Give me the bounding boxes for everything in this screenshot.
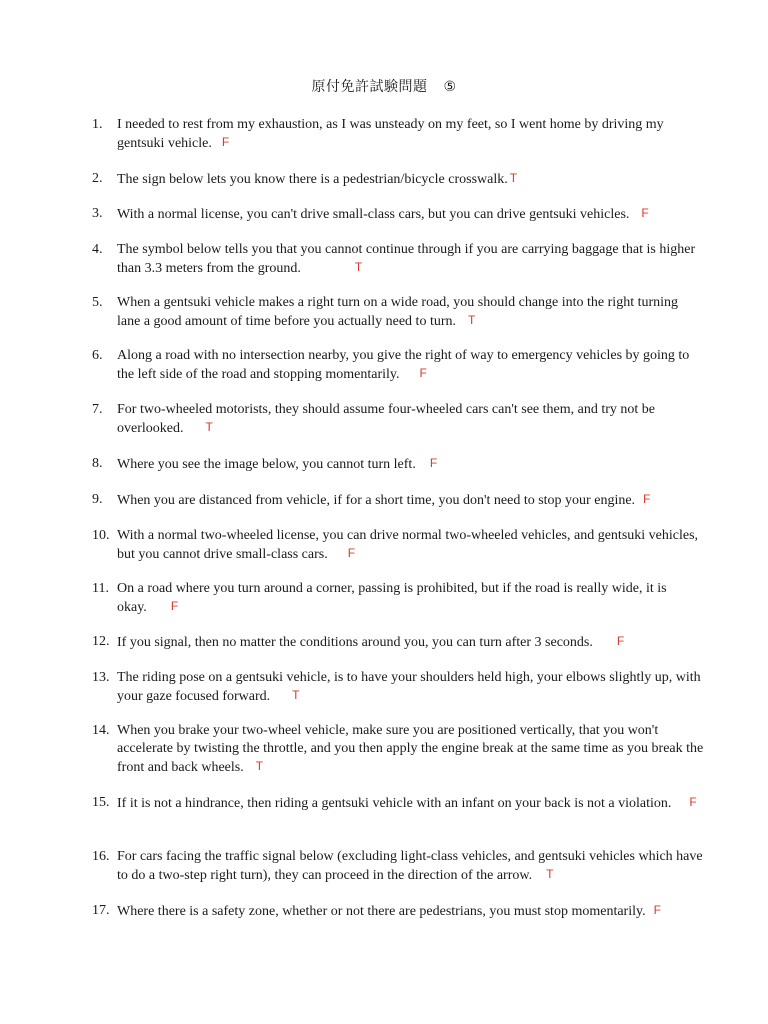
question-item-11 (92, 580, 704, 617)
answer-mark: F (170, 599, 179, 613)
answer-mark: F (221, 135, 230, 149)
question-number: 9. (92, 492, 103, 507)
question-item-15 (92, 794, 704, 813)
question-text: For cars facing the traffic signal below (excluding light-class vehicles, and gentsuki vehicles which have to do a two-step right turn), they can proceed in the direction of the arrow. (117, 849, 703, 883)
question-text: If it is not a hindrance, then riding a gentsuki vehicle with an infant on your back is not a violation. (117, 796, 672, 811)
question-number: 17. (92, 903, 110, 918)
question-item-8 (92, 455, 704, 474)
answer-mark: F (641, 206, 649, 220)
question-number: 10. (92, 528, 110, 543)
answer-mark: T (205, 420, 213, 434)
question-number: 1. (92, 117, 103, 132)
question-number: 11. (92, 581, 109, 596)
question-text: Where there is a safety zone, whether or not there are pedestrians, you must stop momentarily. (117, 904, 646, 919)
answer-mark: F (429, 456, 438, 470)
question-number: 15. (92, 795, 110, 810)
page-title (0, 76, 768, 96)
question-item-5 (92, 294, 704, 331)
question-item-6 (92, 347, 704, 384)
answer-mark: F (419, 366, 427, 380)
question-text: When you brake your two-wheel vehicle, make sure you are positioned vertically, that you won't accelerate by twisting the throttle, and you then apply the engine break at the same time as you break the front and back wheels. (117, 723, 704, 775)
question-number: 5. (92, 295, 103, 310)
question-item-9 (92, 491, 704, 510)
answer-mark: F (689, 795, 697, 809)
question-text: With a normal two-wheeled license, you can drive normal two-wheeled vehicles, and gentsuki vehicles, but you cannot drive small-class cars. (117, 528, 699, 562)
question-text: If you signal, then no matter the conditions around you, you can turn after 3 seconds. (117, 635, 593, 650)
question-text: I needed to rest from my exhaustion, as I was unsteady on my feet, so I went home by driving my gentsuki vehicle. (117, 117, 664, 151)
question-text: When you are distanced from vehicle, if for a short time, you don't need to stop your engine. (117, 493, 636, 508)
question-text: For two-wheeled motorists, they should assume four-wheeled cars can't see them, and try not be overlooked. (117, 402, 655, 436)
question-number: 2. (92, 171, 103, 186)
question-item-4 (92, 241, 704, 278)
question-number: 7. (92, 402, 103, 417)
question-text: The sign below lets you know there is a pedestrian/bicycle crosswalk. (117, 172, 508, 187)
answer-mark: T (509, 171, 518, 185)
answer-mark: T (354, 260, 363, 274)
answer-mark: T (468, 313, 476, 327)
answer-mark: T (546, 867, 554, 881)
question-item-1 (92, 116, 704, 153)
answer-mark: F (653, 903, 661, 917)
answer-mark: F (616, 634, 625, 648)
answer-mark: F (347, 546, 356, 560)
question-text: Where you see the image below, you cannot turn left. (117, 457, 416, 472)
question-item-17 (92, 902, 704, 921)
question-item-2 (92, 170, 704, 189)
question-number: 16. (92, 849, 110, 864)
title-number-mark: ⑤ (443, 80, 457, 95)
question-item-14 (92, 722, 704, 777)
question-number: 12. (92, 634, 110, 649)
question-item-3 (92, 205, 704, 224)
question-item-13 (92, 669, 704, 706)
question-item-16 (92, 848, 704, 885)
question-number: 8. (92, 456, 103, 471)
question-text: When a gentsuki vehicle makes a right turn on a wide road, you should change into the right turning lane a good amount of time before you actually need to turn. (117, 295, 679, 329)
question-number: 3. (92, 206, 103, 221)
question-text: The symbol below tells you that you cannot continue through if you are carrying baggage that is higher than 3.3 meters from the ground. (117, 242, 696, 276)
question-text: Along a road with no intersection nearby, you give the right of way to emergency vehicles by going to the left side of the road and stopping momentarily. (117, 348, 690, 382)
answer-mark: F (643, 492, 651, 506)
question-text: With a normal license, you can't drive small-class cars, but you can drive gentsuki vehicles. (117, 207, 630, 222)
question-item-10 (92, 527, 704, 564)
title-text: 原付免許試験問題 (311, 80, 428, 95)
question-number: 4. (92, 242, 103, 257)
question-text: The riding pose on a gentsuki vehicle, is to have your shoulders held high, your elbows slightly up, with your gaze focused forward. (117, 670, 701, 704)
answer-mark: T (255, 759, 264, 773)
question-number: 13. (92, 670, 110, 685)
answer-mark: T (292, 688, 300, 702)
question-item-7 (92, 401, 704, 438)
question-number: 14. (92, 723, 110, 738)
question-item-12 (92, 633, 704, 652)
question-text: On a road where you turn around a corner, passing is prohibited, but if the road is really wide, it is okay. (117, 581, 667, 615)
question-number: 6. (92, 348, 103, 363)
